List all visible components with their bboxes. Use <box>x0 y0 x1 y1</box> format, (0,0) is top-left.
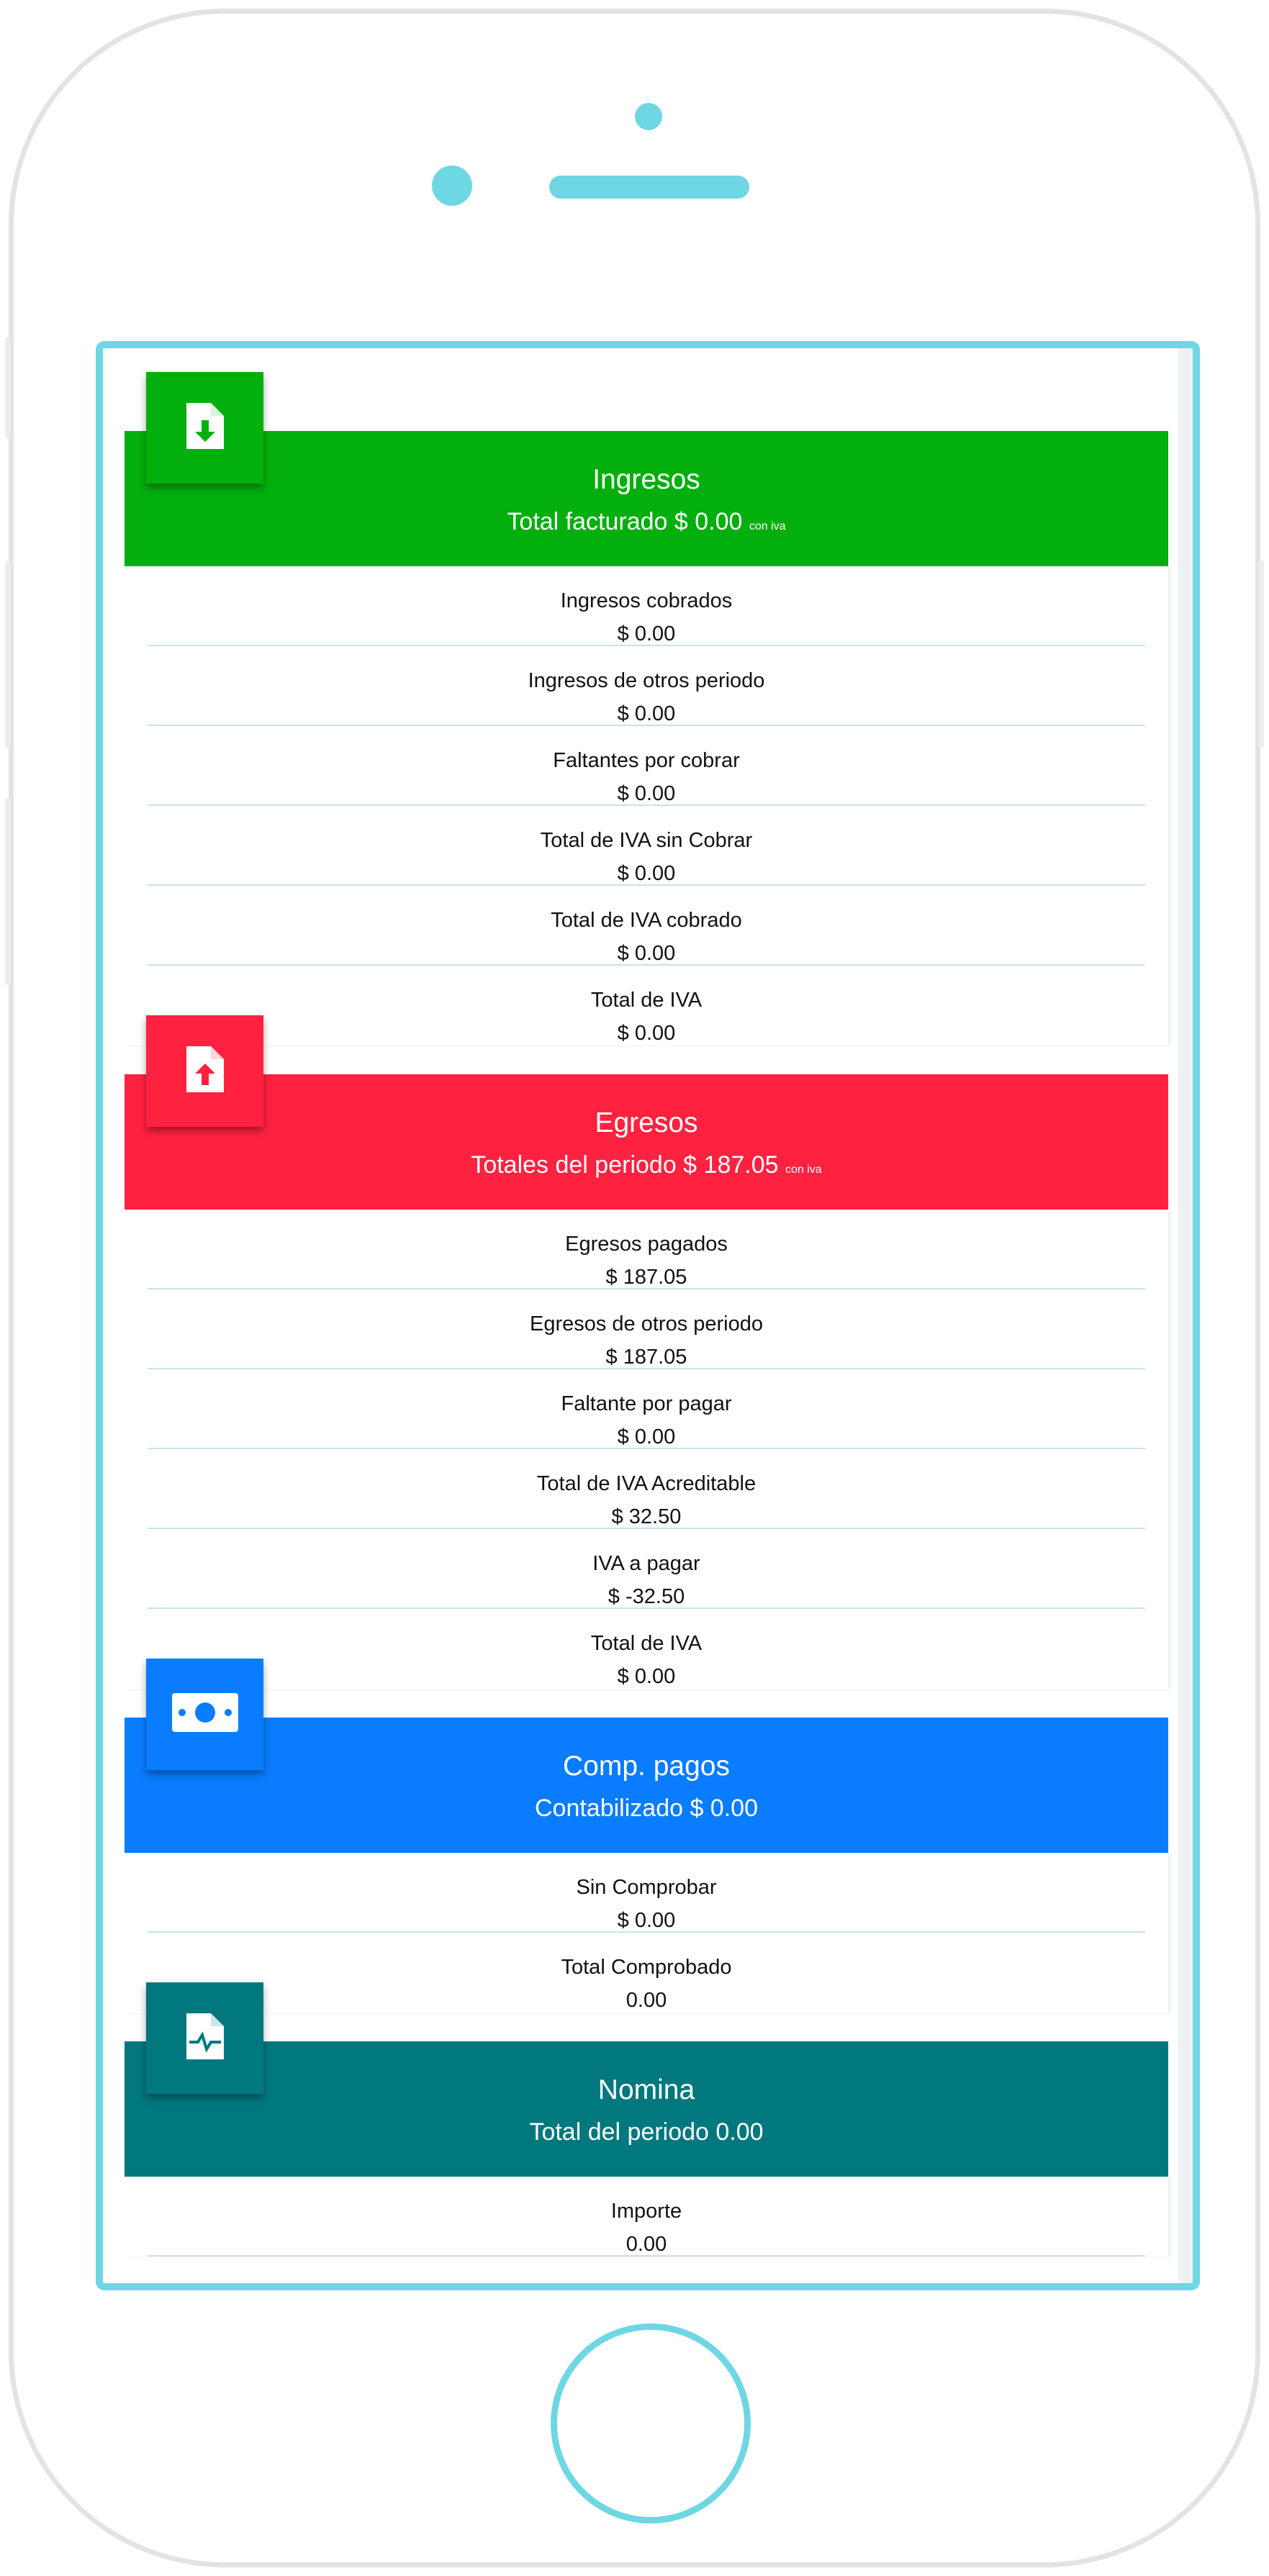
pagos-card <box>125 1718 1168 2013</box>
row-value: $ 0.00 <box>617 622 676 645</box>
row-value: $ 0.00 <box>617 862 676 885</box>
egresos-icon-box <box>146 1015 263 1127</box>
list-item <box>148 2177 1145 2257</box>
row-value: $ 0.00 <box>617 1665 676 1688</box>
pagos-subtitle: Contabilizado $ 0.00 <box>534 1795 758 1822</box>
list-item <box>148 806 1145 886</box>
pagos-title: Comp. pagos <box>563 1751 730 1782</box>
row-value: $ 0.00 <box>617 782 676 805</box>
row-label: Ingresos cobrados <box>560 589 733 612</box>
list-item <box>148 566 1145 646</box>
phone-frame <box>9 9 1260 2567</box>
file-medical-icon <box>184 2010 227 2066</box>
home-button[interactable] <box>551 2323 751 2523</box>
speaker-grille <box>549 176 749 199</box>
pagos-icon-box <box>146 1659 263 1770</box>
row-label: Faltante por pagar <box>561 1392 732 1415</box>
row-value: $ 0.00 <box>617 702 676 725</box>
egresos-header <box>125 1074 1168 1210</box>
pagos-rows <box>125 1853 1168 2013</box>
row-label: Sin Comprobar <box>576 1876 717 1899</box>
screen-content <box>103 348 1193 2283</box>
row-label: Total de IVA Acreditable <box>536 1472 757 1495</box>
list-item <box>148 1449 1145 1529</box>
list-item <box>148 1289 1145 1369</box>
list-item <box>148 1933 1145 2013</box>
egresos-suffix: con iva <box>785 1164 822 1176</box>
row-value: $ 0.00 <box>617 1022 676 1045</box>
nomina-title: Nomina <box>597 2074 695 2105</box>
nomina-icon-box <box>146 1982 263 2094</box>
row-label: Ingresos de otros periodo <box>528 669 765 692</box>
row-label: Egresos pagados <box>565 1233 728 1256</box>
egresos-title: Egresos <box>595 1107 698 1138</box>
side-button <box>5 561 11 748</box>
list-item <box>148 646 1145 726</box>
camera-dot <box>635 103 662 130</box>
nomina-rows <box>125 2177 1168 2257</box>
egresos-rows <box>125 1210 1168 1689</box>
row-value: $ 32.50 <box>611 1505 682 1528</box>
ingresos-header <box>125 431 1168 566</box>
scroll-gutter <box>1178 348 1193 2283</box>
phone-screen <box>96 341 1200 2290</box>
row-label: Total de IVA cobrado <box>551 909 742 932</box>
list-item <box>148 1529 1145 1609</box>
row-value: 0.00 <box>626 1989 667 2012</box>
nomina-subtitle: Total del periodo 0.00 <box>529 2118 764 2146</box>
list-item <box>148 726 1145 806</box>
row-label: Total de IVA <box>590 1632 703 1655</box>
side-button <box>1258 561 1264 748</box>
list-item <box>148 966 1145 1046</box>
row-value: $ 187.05 <box>605 1266 687 1289</box>
ingresos-title: Ingresos <box>592 464 700 495</box>
nomina-header <box>125 2041 1168 2177</box>
file-download-icon <box>184 400 227 455</box>
ingresos-subtitle <box>125 506 1168 543</box>
ingresos-card <box>125 431 1168 1046</box>
row-value: $ -32.50 <box>608 1585 685 1608</box>
list-item <box>148 1853 1145 1933</box>
list-item <box>148 1609 1145 1689</box>
row-label: Total Comprobado <box>561 1956 732 1979</box>
ingresos-total: Total facturado $ 0.00 <box>507 508 743 535</box>
row-label: Total de IVA <box>590 989 703 1012</box>
ingresos-rows <box>125 566 1168 1046</box>
row-value: 0.00 <box>626 2233 667 2256</box>
row-label: Faltantes por cobrar <box>553 749 740 772</box>
egresos-total: Totales del periodo $ 187.05 <box>471 1151 779 1179</box>
egresos-subtitle <box>125 1149 1168 1186</box>
ingresos-icon-box <box>146 372 263 484</box>
row-label: IVA a pagar <box>592 1552 700 1575</box>
egresos-card <box>125 1074 1168 1689</box>
row-label: Importe <box>610 2200 682 2223</box>
ingresos-suffix: con iva <box>749 520 786 532</box>
row-value: $ 0.00 <box>617 1909 676 1932</box>
list-item <box>148 886 1145 966</box>
row-value: $ 187.05 <box>605 1346 687 1369</box>
list-item <box>148 1210 1145 1289</box>
front-camera <box>432 165 472 206</box>
row-value: $ 0.00 <box>617 942 676 965</box>
row-label: Egresos de otros periodo <box>529 1312 764 1335</box>
nomina-card <box>125 2041 1168 2257</box>
row-value: $ 0.00 <box>617 1425 676 1448</box>
file-upload-icon <box>184 1043 227 1099</box>
row-label: Total de IVA sin Cobrar <box>540 829 753 852</box>
list-item <box>148 1369 1145 1449</box>
side-button <box>5 798 11 985</box>
pagos-header <box>125 1718 1168 1853</box>
money-bill-icon <box>171 1690 240 1738</box>
side-button <box>5 337 11 438</box>
